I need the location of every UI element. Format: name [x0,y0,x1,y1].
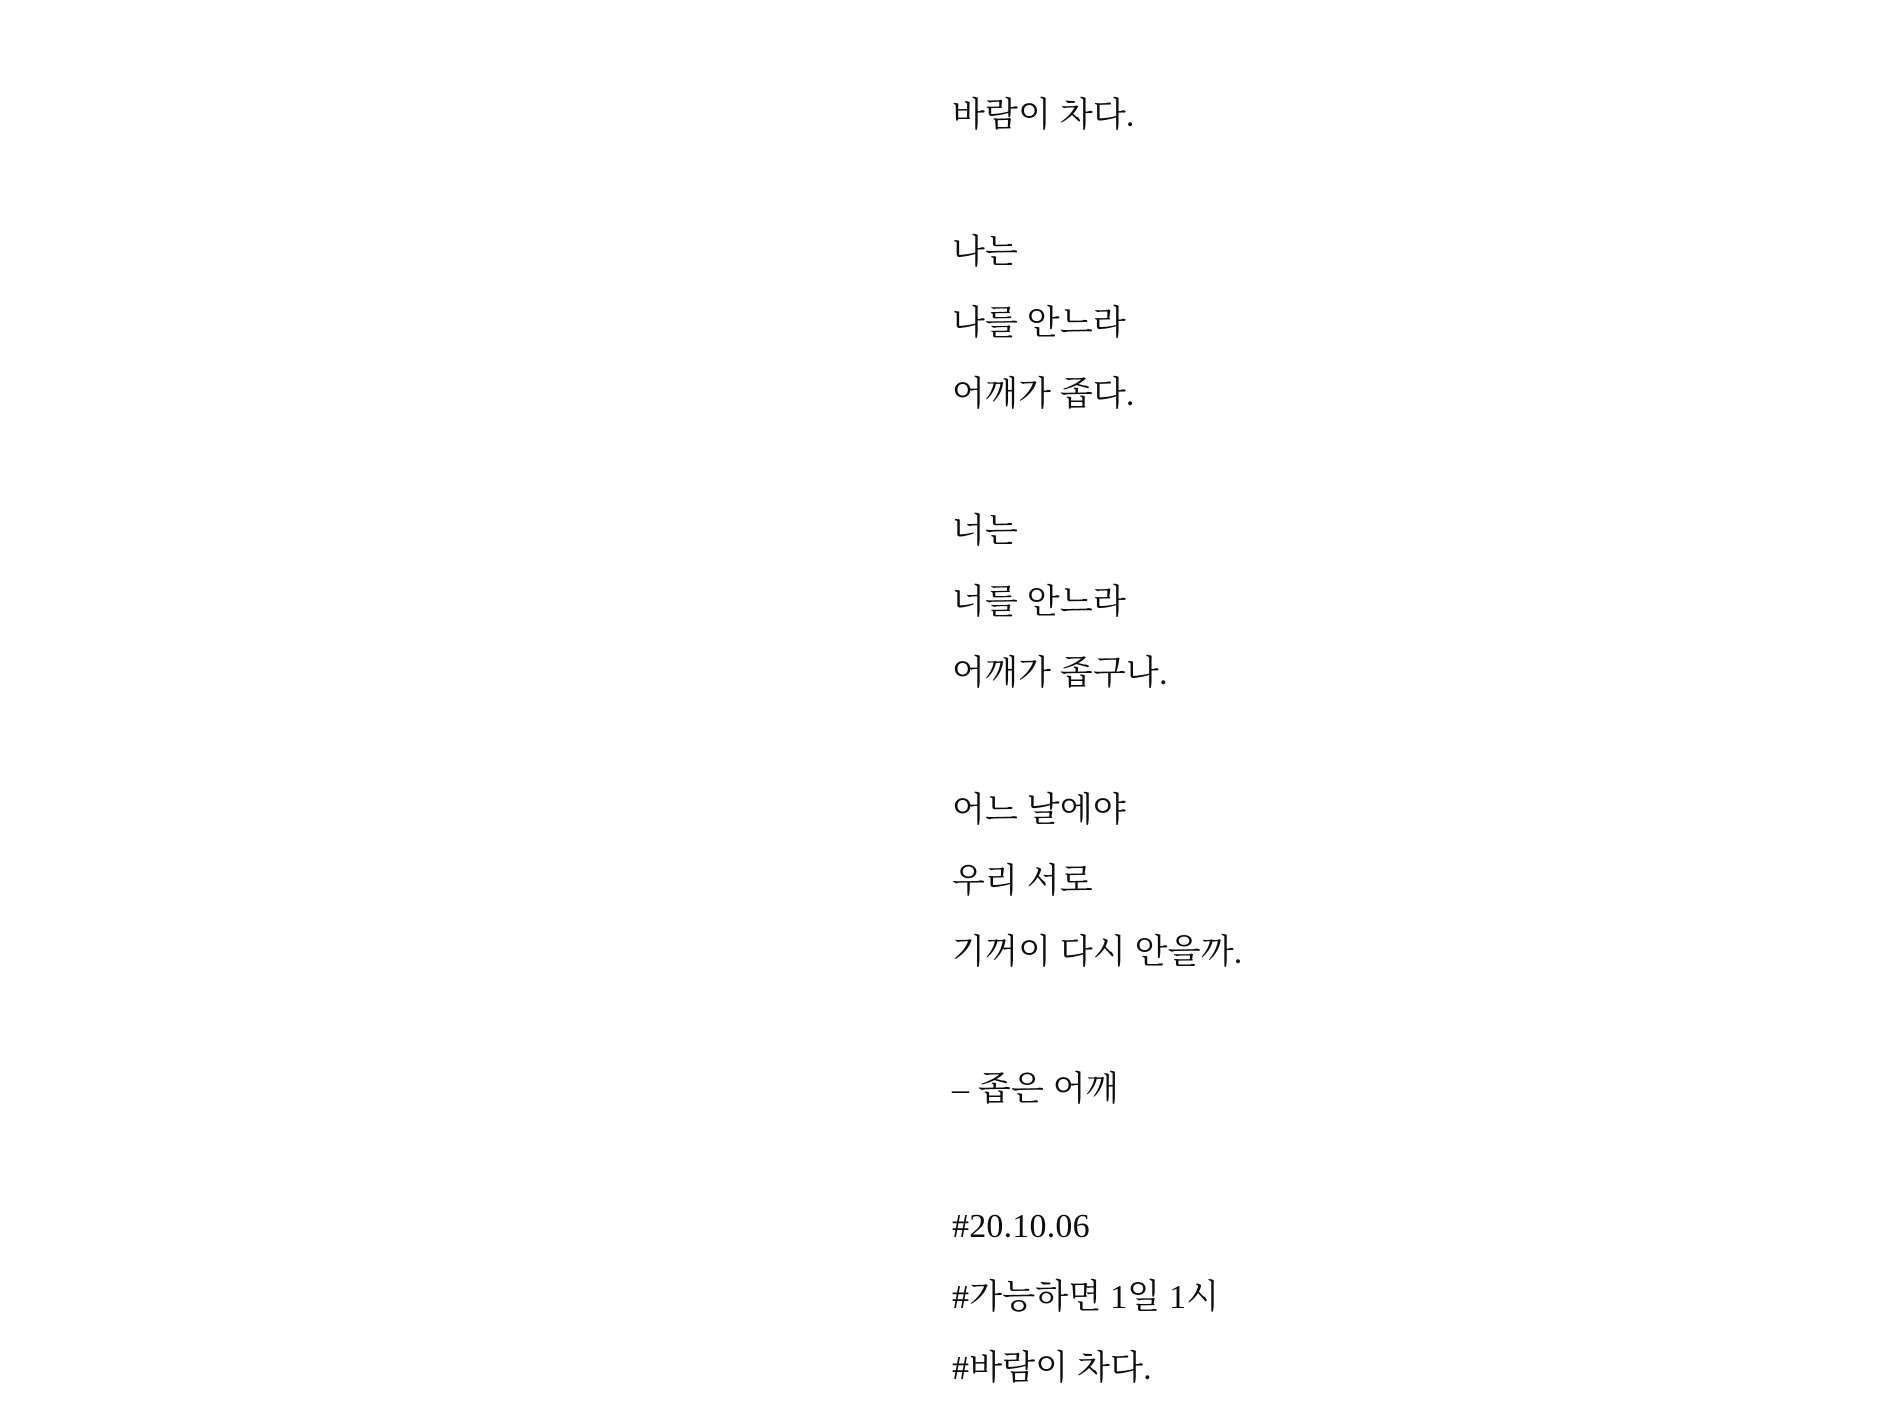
poem-line: 어깨가 좁구나. [952,655,1168,692]
poem-line: 나는 [952,234,1019,271]
poem-line: 바람이 차다. [952,97,1135,134]
poem-line: 우리 서로 [952,863,1093,900]
poem-line: 나를 안느라 [952,305,1126,342]
poem-title-credit [952,1054,1772,1125]
stanza-4 [952,775,1772,988]
stanza-3 [952,496,1772,709]
hashtag-line: #가능하면 1일 1시 [952,1279,1220,1316]
hashtag-block [952,1191,1772,1404]
stanza-1 [952,80,1772,151]
stanza-2 [952,217,1772,430]
poem-body [952,80,1772,1404]
poem-line: 어느 날에야 [952,792,1126,829]
hashtag-line: #바람이 차다. [952,1350,1152,1387]
poem-line: 기꺼이 다시 안을까. [952,934,1243,971]
poem-line: 너는 [952,513,1019,550]
hashtag-line: #20.10.06 [952,1208,1090,1245]
poem-title-line: – 좁은 어깨 [952,1071,1119,1108]
poem-line: 너를 안느라 [952,584,1126,621]
poem-line: 어깨가 좁다. [952,376,1135,413]
